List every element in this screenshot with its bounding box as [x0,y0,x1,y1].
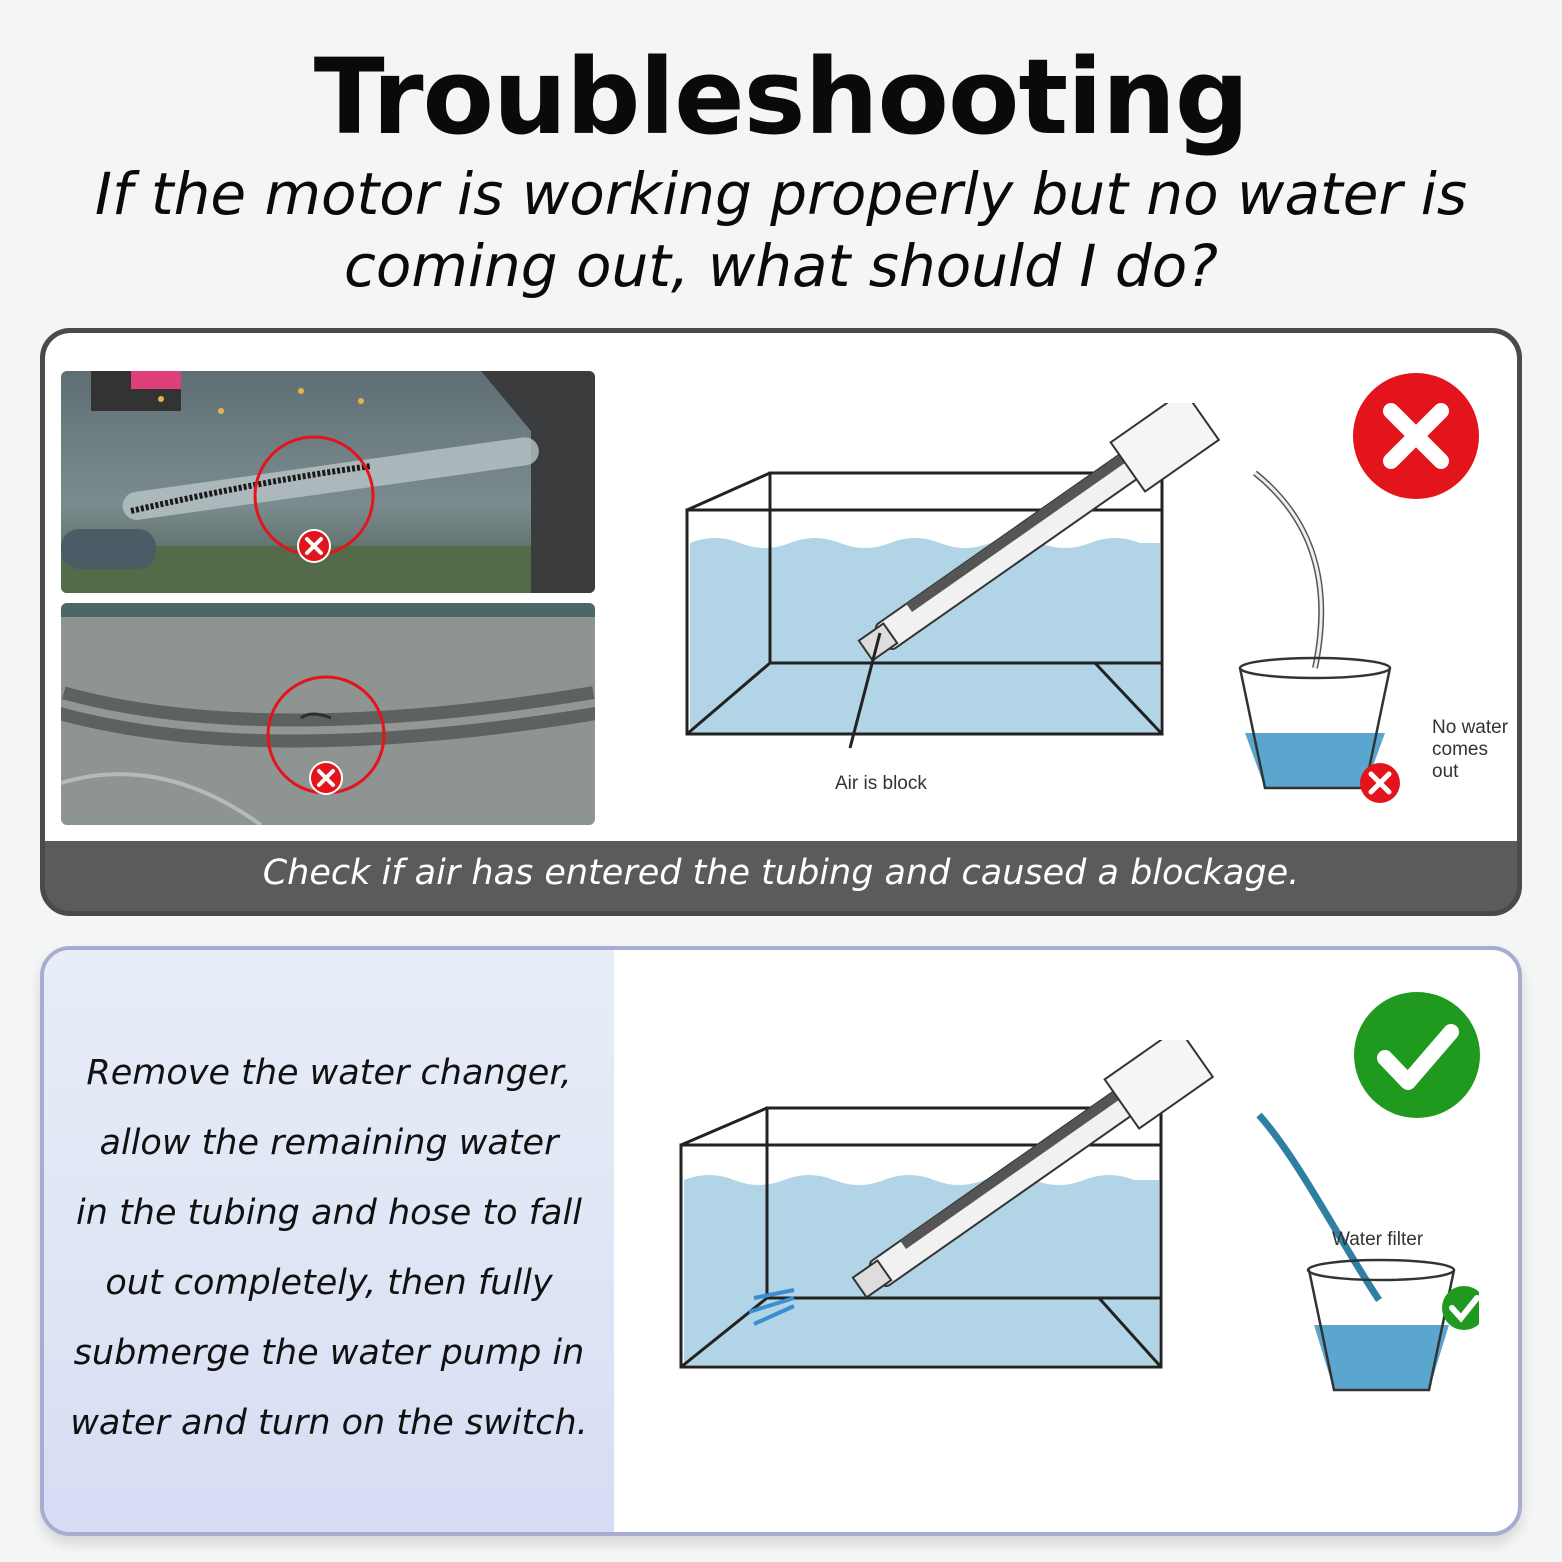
no-water-label-line1: No water [1432,717,1509,738]
red-x-icon [1351,371,1481,501]
green-check-icon [1352,990,1482,1120]
problem-caption: Check if air has entered the tubing and caused a blockage. [262,853,1300,893]
no-water-label-line2: comes out [1432,739,1488,782]
air-block-label: Air is block [835,773,927,794]
instruction-line: submerge the water pump in [73,1333,585,1373]
instruction-text [64,1038,594,1458]
instruction-line: allow the remaining water [99,1123,559,1163]
page-subtitle: If the motor is working properly but no water is coming out, what should I do? [94,160,1468,300]
page-title: Troubleshooting [313,36,1249,158]
solution-panel [40,946,1522,1536]
instruction-line: out completely, then fully [105,1263,553,1303]
instruction-line: Remove the water changer, [86,1053,572,1093]
instruction-line: water and turn on the switch. [70,1403,588,1443]
tubing-photo [61,603,595,825]
problem-panel-content [45,333,1517,841]
instruction-line: in the tubing and hose to fall [76,1193,582,1233]
problem-panel [40,328,1522,916]
instruction-panel [44,950,614,1532]
aquarium-photo [61,371,595,593]
water-filter-label: Water filter [1332,1229,1424,1250]
